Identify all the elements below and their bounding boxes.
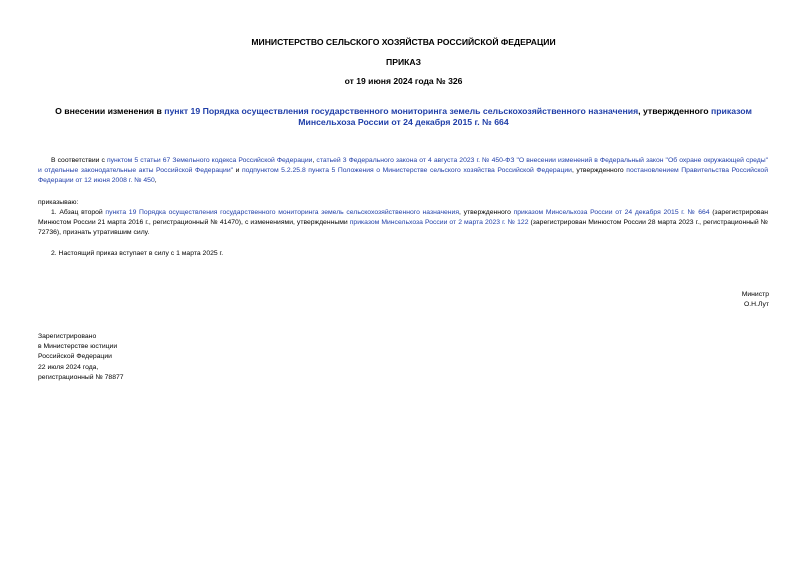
- preamble-text-2: ,: [312, 157, 317, 164]
- link-government-resolution[interactable]: постановлением Правительства Российской Федерации от 12 июня 2008 г. № 450: [38, 166, 769, 184]
- item-1-text-2: , утвержденного: [459, 209, 514, 216]
- item-1-paragraph: [38, 208, 768, 237]
- document-type-heading: ПРИКАЗ: [386, 57, 421, 67]
- link-ministry-regulation[interactable]: подпунктом 5.2.25.8 пункта 5 Положения о Министерстве сельского хозяйства Российской Федерации: [241, 166, 572, 174]
- registration-line: Российской Федерации: [38, 353, 112, 361]
- item-1-text-1: 1. Абзац второй: [51, 209, 106, 216]
- order-date-number: от 19 июня 2024 года № 326: [344, 76, 463, 86]
- signatory-position: Министр: [741, 291, 769, 298]
- document-title: [38, 106, 769, 128]
- link-federal-law-450[interactable]: статьей 3 Федерального закона от 4 августа 2023 г. № 450-ФЗ "О внесении изменений в Федеральный закон "Об охране окружающей среды" и отдельные законодательные акты Российской Федерации": [38, 157, 769, 174]
- signatory-name: О.Н.Лут: [743, 300, 769, 308]
- preamble-text-5: ,: [154, 176, 157, 184]
- title-prefix: О внесении изменения в: [55, 106, 165, 116]
- preamble-paragraph: [38, 156, 768, 185]
- registration-line: регистрационный № 78877: [38, 373, 124, 381]
- link-item-1-order-664[interactable]: приказом Минсельхоза России от 24 декабря 2015 г. № 664: [513, 209, 710, 216]
- signature-block: [742, 290, 769, 310]
- registration-line: Зарегистрировано: [38, 333, 97, 340]
- link-item-1-order-122[interactable]: приказом Минсельхоза России от 2 марта 2023 г. № 122: [349, 218, 529, 226]
- order-word: приказываю:: [38, 199, 79, 206]
- registration-block: [38, 332, 124, 383]
- title-middle: , утвержденного: [638, 106, 711, 116]
- preamble-text-4: , утвержденного: [571, 166, 627, 174]
- preamble-text-1: В соответствии с: [51, 157, 107, 164]
- preamble-text-3: и: [233, 166, 242, 174]
- registration-line: в Министерстве юстиции: [38, 343, 118, 351]
- title-link-order-664[interactable]: приказом Минсельхоза России от 24 декабря 2015 г. № 664: [298, 106, 752, 127]
- title-link-procedure[interactable]: пункт 19 Порядка осуществления государственного мониторинга земель сельскохозяйственного назначения: [164, 106, 639, 116]
- registration-line: 22 июля 2024 года,: [38, 363, 99, 371]
- item-1-text-3: (зарегистрирован Минюстом России 21 марта 2016 г., регистрационный № 41470), с изменениями, утвержденными: [38, 209, 768, 226]
- link-land-code[interactable]: пунктом 5 статьи 67 Земельного кодекса Российской Федерации: [106, 157, 313, 164]
- item-2-paragraph: 2. Настоящий приказ вступает в силу с 1 марта 2025 г.: [51, 250, 224, 257]
- link-item-1-procedure[interactable]: пункта 19 Порядка осуществления государственного мониторинга земель сельскохозяйственного назначения: [105, 209, 460, 216]
- item-1-text-4: (зарегистрирован Минюстом России 28 марта 2023 г., регистрационный № 72736), признать утратившим силу.: [38, 218, 768, 236]
- ministry-heading: МИНИСТЕРСТВО СЕЛЬСКОГО ХОЗЯЙСТВА РОССИЙСКОЙ ФЕДЕРАЦИИ: [251, 37, 556, 47]
